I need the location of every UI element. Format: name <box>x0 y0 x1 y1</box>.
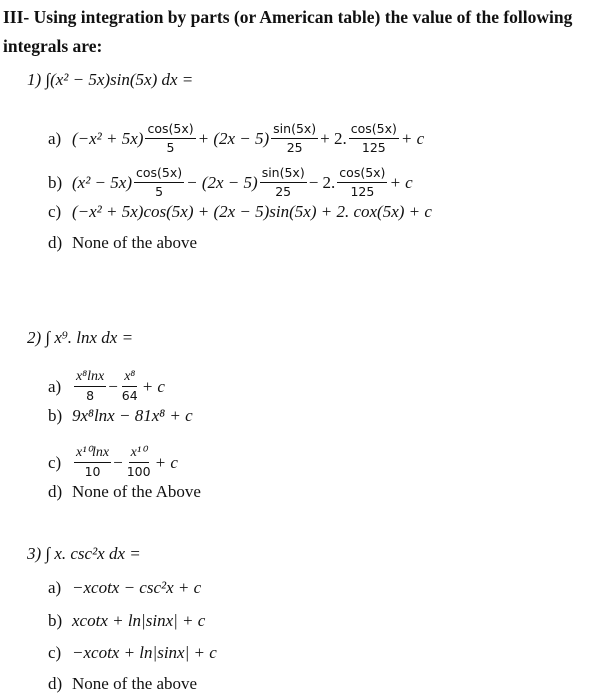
option-label: c) <box>48 202 62 221</box>
term: + c <box>154 452 178 472</box>
question-1-option-d[interactable] <box>48 233 197 253</box>
question-1-prompt <box>27 70 193 90</box>
question-3-text: 3) ∫ x. csc²x dx = <box>27 544 141 563</box>
option-text: 9x⁸lnx − 81x⁸ + c <box>72 406 193 425</box>
option-label: a) <box>48 376 62 396</box>
question-3-prompt <box>27 544 141 564</box>
question-2-option-a[interactable] <box>48 370 165 403</box>
term: − (2x − 5) <box>186 172 258 192</box>
term: + c <box>389 172 413 192</box>
question-1-text: 1) ∫(x² − 5x)sin(5x) dx = <box>27 70 194 89</box>
option-label: d) <box>48 482 63 501</box>
operator: − <box>108 376 118 396</box>
fraction: $\frac{\sin(5x)}{25}$ <box>261 165 305 199</box>
fraction: $\frac{\text{x⁸lnx}}{8}$ <box>76 369 105 403</box>
option-text: None of the Above <box>72 482 201 501</box>
option-text: xcotx + ln|sinx| + c <box>72 611 206 630</box>
term: + (2x − 5) <box>197 128 270 148</box>
term: + c <box>141 376 165 396</box>
question-1-option-a[interactable] <box>48 122 424 155</box>
option-text: (−x² + 5x)cos(5x) + (2x − 5)sin(5x) + 2. cox(5x) + c <box>72 202 432 221</box>
option-text: None of the above <box>72 233 198 252</box>
question-2-option-c[interactable] <box>48 446 178 479</box>
option-label: c) <box>48 452 62 472</box>
fraction: $\frac{\cos(5x)}{125}$ <box>350 121 397 155</box>
option-label: b) <box>48 172 63 192</box>
option-label: b) <box>48 611 63 630</box>
fraction: $\frac{\sin(5x)}{25}$ <box>273 121 317 155</box>
term: + 2. <box>320 128 347 148</box>
term: (−x² + 5x) <box>72 128 144 148</box>
term: − 2. <box>308 172 336 192</box>
fraction: $\frac{\cos(5x)}{5}$ <box>147 121 194 155</box>
question-3-option-d[interactable] <box>48 674 197 694</box>
question-2-option-b[interactable] <box>48 406 193 426</box>
term: (x² − 5x) <box>72 172 132 192</box>
operator: − <box>113 452 123 472</box>
option-label: a) <box>48 578 62 597</box>
fraction: $\frac{\text{x⁸}}{64}$ <box>121 369 138 403</box>
option-label: b) <box>48 406 63 425</box>
fraction: $\frac{\text{x¹⁰lnx}}{10}$ <box>76 445 110 479</box>
fraction: $\frac{\cos(5x)}{125}$ <box>339 165 386 199</box>
option-label: d) <box>48 233 63 252</box>
option-label: a) <box>48 128 62 148</box>
question-2-text: 2) ∫ x⁹. lnx dx = <box>27 328 134 347</box>
option-label: c) <box>48 643 62 662</box>
option-text: −xcotx + ln|sinx| + c <box>72 643 217 662</box>
question-2-option-d[interactable] <box>48 482 201 502</box>
question-2-prompt <box>27 328 133 348</box>
question-1-option-b[interactable] <box>48 166 413 199</box>
term: + c <box>400 128 425 148</box>
question-1-option-c[interactable] <box>48 202 432 222</box>
option-label: d) <box>48 674 63 693</box>
question-3-option-c[interactable] <box>48 643 217 663</box>
section-title: III- Using integration by parts (or American table) the value of the following integrals are: <box>3 7 573 56</box>
fraction: $\frac{\text{x¹⁰}}{100}$ <box>126 445 151 479</box>
question-3-option-a[interactable] <box>48 578 201 598</box>
option-text: −xcotx − csc²x + c <box>72 578 202 597</box>
fraction: $\frac{\cos(5x)}{5}$ <box>135 165 183 199</box>
option-text: None of the above <box>72 674 198 693</box>
question-3-option-b[interactable] <box>48 611 205 631</box>
